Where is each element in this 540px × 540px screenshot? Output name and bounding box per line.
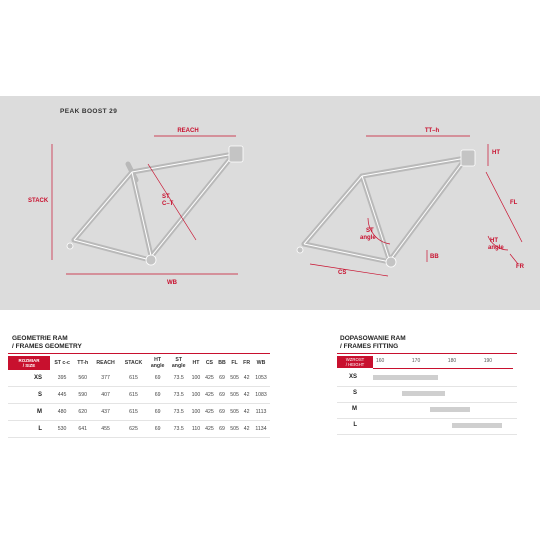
table-cell: 455 — [91, 421, 120, 438]
table-cell: 425 — [203, 387, 216, 404]
table-cell: 505 — [228, 421, 241, 438]
right-rear-dropout — [297, 247, 303, 253]
height-header-line1: WZROST — [345, 357, 365, 362]
row-size: M — [8, 404, 50, 421]
column-header-reach: REACH — [96, 360, 115, 366]
column-header-st-angle: ST angle — [171, 357, 186, 369]
table-cell: 1083 — [252, 387, 270, 404]
stack-label: STACK — [28, 198, 49, 204]
cs-label: CS — [338, 270, 347, 276]
table-cell: 69 — [216, 404, 228, 421]
table-row — [8, 370, 270, 387]
column-header-wb: WB — [256, 360, 266, 366]
geometry-title-line2: / FRAMES GEOMETRY — [12, 343, 82, 350]
table-cell: 615 — [120, 370, 147, 387]
table-cell: 425 — [203, 370, 216, 387]
height-tick-label: 170 — [411, 358, 421, 364]
table-cell: 100 — [189, 404, 202, 421]
table-cell: 42 — [241, 404, 252, 421]
table-cell: 42 — [241, 387, 252, 404]
fitting-row — [337, 386, 517, 403]
st-cc-label-1: ST — [162, 194, 170, 200]
table-cell: 620 — [74, 404, 91, 421]
table-cell: 615 — [120, 404, 147, 421]
table-cell: 100 — [189, 387, 202, 404]
table-cell: 425 — [203, 404, 216, 421]
geometry-table — [8, 356, 270, 438]
table-cell: 73.5 — [168, 387, 189, 404]
table-cell: 1134 — [252, 421, 270, 438]
size-header-line1: ROZMIAR — [18, 358, 40, 363]
fl-dim-line — [486, 172, 522, 242]
height-range-bar — [430, 407, 469, 412]
column-header-ht: HT — [192, 360, 200, 366]
cs-dim-line — [310, 264, 388, 276]
geometry-title-line1: GEOMETRIE RAM — [12, 335, 68, 342]
table-cell: 377 — [91, 370, 120, 387]
height-column-header — [337, 356, 373, 368]
table-cell: 69 — [147, 404, 168, 421]
height-range-bar — [452, 423, 502, 428]
table-cell: 69 — [147, 370, 168, 387]
table-cell: 73.5 — [168, 370, 189, 387]
table-cell: 69 — [216, 387, 228, 404]
row-size: XS — [8, 370, 50, 387]
st-angle-label-2: angle — [360, 235, 376, 241]
table-cell: 437 — [91, 404, 120, 421]
fitting-row — [337, 370, 517, 387]
fitting-row-size: M — [352, 406, 357, 412]
fr-dim-line — [510, 254, 518, 264]
table-cell: 530 — [50, 421, 74, 438]
table-cell: 69 — [147, 421, 168, 438]
table-cell: 69 — [216, 370, 228, 387]
fitting-section-title — [340, 335, 406, 351]
height-range-bar — [402, 391, 445, 396]
left-frame-drawing — [74, 154, 234, 260]
table-cell: 1053 — [252, 370, 270, 387]
table-row — [8, 387, 270, 404]
table-cell: 615 — [120, 387, 147, 404]
size-column-header — [8, 356, 50, 370]
table-cell: 445 — [50, 387, 74, 404]
ht-angle-label-1: HT — [490, 238, 498, 244]
table-cell: 395 — [50, 370, 74, 387]
tt-h-label: TT–h — [424, 128, 440, 134]
column-header-st-cc: ST c-c — [54, 360, 70, 366]
size-header-line2: / SIZE — [22, 363, 36, 368]
right-bottom-bracket — [386, 257, 396, 267]
fitting-row — [337, 402, 517, 419]
model-title: PEAK BOOST 29 — [60, 108, 118, 115]
table-cell: 69 — [216, 421, 228, 438]
table-row — [8, 421, 270, 438]
fr-label: FR — [516, 264, 524, 270]
table-cell: 42 — [241, 370, 252, 387]
height-tick-label: 160 — [376, 358, 385, 364]
ht-label: HT — [492, 150, 500, 156]
table-cell: 641 — [74, 421, 91, 438]
fitting-row-size: L — [353, 422, 357, 428]
table-cell: 590 — [74, 387, 91, 404]
table-cell: 560 — [74, 370, 91, 387]
geometry-header-row — [8, 356, 270, 370]
height-header-line2: / HEIGHT — [345, 362, 365, 367]
geometry-title-rule — [8, 353, 270, 354]
fitting-title-line2: / FRAMES FITTING — [340, 343, 399, 350]
wb-label: WB — [167, 280, 177, 286]
column-header-ht-angle: HT angle — [150, 357, 165, 369]
reach-label: REACH — [177, 128, 199, 134]
column-header-fr: FR — [243, 360, 251, 366]
table-row — [8, 404, 270, 421]
row-size: L — [8, 421, 50, 438]
fitting-row-size: XS — [348, 374, 357, 380]
row-size: S — [8, 387, 50, 404]
table-cell: 1113 — [252, 404, 270, 421]
table-cell: 110 — [189, 421, 202, 438]
st-angle-label-1: ST — [366, 228, 374, 234]
bb-label: BB — [430, 254, 439, 260]
table-cell: 73.5 — [168, 404, 189, 421]
table-cell: 505 — [228, 387, 241, 404]
table-cell: 625 — [120, 421, 147, 438]
column-header-cs: CS — [205, 360, 214, 366]
height-scale — [373, 356, 513, 369]
fitting-title-line1: DOPASOWANIE RAM — [340, 335, 406, 342]
column-header-bb: BB — [218, 360, 226, 366]
column-header-stack: STACK — [124, 360, 143, 366]
table-cell: 505 — [228, 370, 241, 387]
height-range-bar — [373, 375, 438, 380]
fitting-title-rule — [337, 353, 517, 354]
fl-label: FL — [510, 200, 518, 206]
height-tick-label: 190 — [483, 358, 493, 364]
fitting-row — [337, 418, 517, 435]
left-bottom-bracket — [146, 255, 156, 265]
table-cell: 69 — [147, 387, 168, 404]
left-head-tube — [229, 146, 243, 162]
table-cell: 425 — [203, 421, 216, 438]
left-rear-dropout — [67, 243, 73, 249]
height-tick-label: 180 — [447, 358, 457, 364]
table-cell: 100 — [189, 370, 202, 387]
st-cc-label-2: C–T — [162, 201, 174, 207]
ht-angle-label-2: angle — [488, 245, 504, 251]
table-cell: 480 — [50, 404, 74, 421]
table-cell: 42 — [241, 421, 252, 438]
table-cell: 407 — [91, 387, 120, 404]
fitting-row-size: S — [352, 390, 357, 396]
column-header-fl: FL — [231, 360, 238, 366]
column-header-tt-h: TT-h — [77, 360, 89, 366]
table-cell: 505 — [228, 404, 241, 421]
table-cell: 73.5 — [168, 421, 189, 438]
right-head-tube — [461, 150, 475, 166]
frame-geometry-diagram — [0, 96, 540, 310]
geometry-section-title — [12, 335, 82, 351]
